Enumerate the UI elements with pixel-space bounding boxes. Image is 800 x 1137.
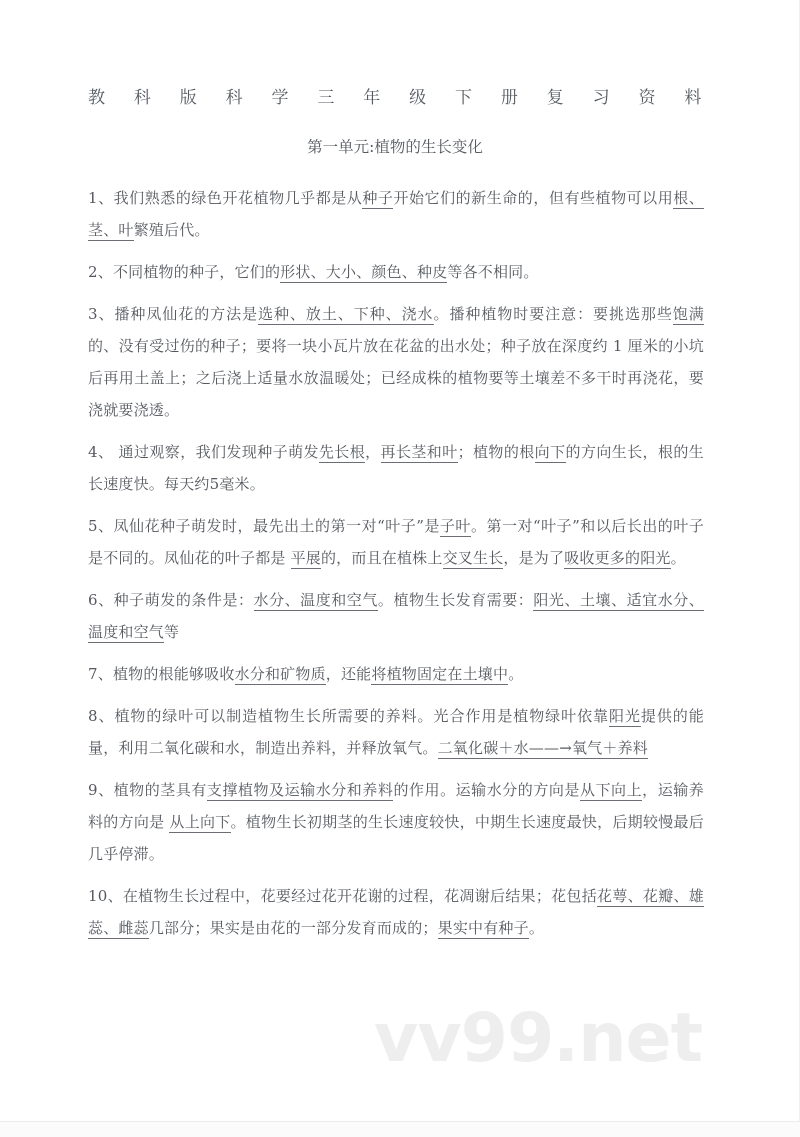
title-char: 下 xyxy=(455,88,473,108)
review-item xyxy=(88,584,704,648)
title-char: 学 xyxy=(271,88,289,108)
page-edge-shadow xyxy=(0,1122,800,1137)
item-key-term: 阳光 xyxy=(609,707,641,725)
item-number: 10、 xyxy=(88,887,123,905)
item-text: ，运输养料的方向是 xyxy=(88,781,704,831)
item-text: 等 xyxy=(164,623,180,641)
item-key-term: 阳光、土壤、适宜水分、温度和空气 xyxy=(88,591,704,641)
item-text: 。植物生长发育需要： xyxy=(377,591,534,609)
item-number: 1、 xyxy=(88,189,114,207)
item-text: 通过观察，我们发现种子萌发 xyxy=(113,443,319,461)
item-text: 。 xyxy=(528,919,545,937)
item-text: 播种凤仙花的方法是 xyxy=(114,305,259,323)
site-watermark: vv99.net xyxy=(374,999,703,1078)
title-char: 教 xyxy=(88,88,106,108)
item-key-term: 先长根 xyxy=(318,443,366,461)
item-number: 5、 xyxy=(88,517,114,535)
title-char: 复 xyxy=(546,88,565,108)
item-text: 提供的能量，利用二氧化碳和水，制造出养料，并释放氧气。 xyxy=(88,707,704,757)
review-item xyxy=(88,510,704,574)
item-text: 植物的茎具有 xyxy=(113,781,207,799)
item-key-term: 二氧化碳＋水——→氧气＋养料 xyxy=(437,739,648,757)
title-char: 科 xyxy=(133,88,152,108)
item-key-term: 花萼、花瓣、雄蕊、雌蕊 xyxy=(88,887,704,937)
item-text: 。 xyxy=(670,549,686,567)
item-text: 几部分；果实是由花的一部分发育而成的； xyxy=(148,919,438,937)
review-item xyxy=(88,256,704,288)
item-key-term: 再长茎和叶 xyxy=(380,443,458,461)
item-text: 。植物生长初期茎的生长速度较快，中期生长速度最快，后期较慢最后几乎停滞。 xyxy=(88,813,704,863)
item-text: 的，而且在植株上 xyxy=(320,549,443,567)
item-text: ，是为了 xyxy=(503,549,565,567)
item-number: 8、 xyxy=(88,707,115,725)
item-text: 。第一对“叶子”和以后长出的叶子是不同的。凤仙花的叶子都是 xyxy=(88,517,704,567)
review-items-list xyxy=(88,182,704,954)
review-item xyxy=(88,182,704,246)
title-char: 册 xyxy=(500,88,519,108)
review-item xyxy=(88,298,704,426)
title-char: 习 xyxy=(592,88,611,108)
item-key-term: 交叉生长 xyxy=(442,549,504,567)
item-key-term: 从下向上 xyxy=(579,781,643,799)
item-text: 种子萌发的条件是： xyxy=(113,591,254,609)
title-char: 年 xyxy=(363,88,381,108)
item-key-term: 子叶 xyxy=(439,517,471,535)
item-text: ，还能 xyxy=(325,665,372,683)
item-text: 凤仙花种子萌发时，最先出土的第一对“叶子”是 xyxy=(113,517,440,535)
item-key-term: 根、茎、叶 xyxy=(88,189,704,239)
review-item xyxy=(88,658,704,690)
item-text: 在植物生长过程中，花要经过花开花谢的过程，花凋谢后结果；花包括 xyxy=(122,887,598,905)
item-text: 植物的根能够吸收 xyxy=(112,665,235,683)
item-number: 7、 xyxy=(88,665,113,683)
item-key-term: 从上向下 xyxy=(169,813,231,831)
item-number: 3、 xyxy=(88,305,115,323)
item-key-term: 果实中有种子 xyxy=(437,919,529,937)
review-item xyxy=(88,880,704,944)
unit-subtitle: 第一单元:植物的生长变化 xyxy=(307,138,483,156)
item-key-term: 选种、放土、下种、浇水 xyxy=(258,305,434,323)
item-text: 开始它们的新生命的，但有些植物可以用 xyxy=(393,189,674,207)
review-item xyxy=(88,774,704,870)
title-char: 版 xyxy=(179,88,198,108)
item-text: 繁殖后代。 xyxy=(133,221,210,239)
item-text: 的作用。运输水分的方向是 xyxy=(393,781,580,799)
title-char: 料 xyxy=(684,88,702,108)
item-key-term: 形状、大小、颜色、种皮 xyxy=(280,263,448,281)
page-title xyxy=(88,84,702,112)
item-key-term: 水分、温度和空气 xyxy=(253,591,378,609)
item-text: 的方向生长，根的生长速度快。每天约5毫米。 xyxy=(88,443,704,493)
item-number: 4、 xyxy=(88,443,114,461)
title-char: 科 xyxy=(225,88,244,108)
review-item xyxy=(88,700,704,764)
item-key-term: 支撑植物及运输水分和养料 xyxy=(206,781,394,799)
item-key-term: 种子 xyxy=(362,189,394,207)
item-key-term: 水分和矿物质 xyxy=(234,665,326,683)
item-text: 我们熟悉的绿色开花植物几乎都是从 xyxy=(113,189,363,207)
item-text: ， xyxy=(365,443,381,461)
item-text: 。 xyxy=(508,665,524,683)
title-char: 三 xyxy=(317,88,335,108)
title-char: 资 xyxy=(638,88,656,108)
review-item xyxy=(88,436,704,500)
item-key-term: 向下 xyxy=(534,443,566,461)
item-number: 2、 xyxy=(88,263,113,281)
item-text: ；植物的根 xyxy=(457,443,535,461)
item-text: 植物的绿叶可以制造植物生长所需要的养料。光合作用是植物绿叶依靠 xyxy=(114,707,609,725)
item-text: 的、没有受过伤的种子；要将一块小瓦片放在花盆的出水处；种子放在深度约 1 厘米的小坑后再用土盖上；之后浇上适量水放温暖处；已经成株的植物要等土壤差不多干时再浇花，要浇就要浇透。 xyxy=(88,337,704,419)
item-key-term: 饱满 xyxy=(672,305,704,323)
item-number: 6、 xyxy=(88,591,114,609)
item-key-term: 吸收更多的阳光 xyxy=(564,549,671,567)
item-number: 9、 xyxy=(88,781,114,799)
item-text: 不同植物的种子，它们的 xyxy=(112,263,281,281)
item-text: 等各不相同。 xyxy=(447,263,539,281)
item-key-term: 将植物固定在土壤中 xyxy=(371,665,509,683)
title-char: 级 xyxy=(409,88,427,108)
item-text: 。播种植物时要注意：要挑选那些 xyxy=(433,305,673,323)
item-key-term: 平展 xyxy=(290,549,321,567)
